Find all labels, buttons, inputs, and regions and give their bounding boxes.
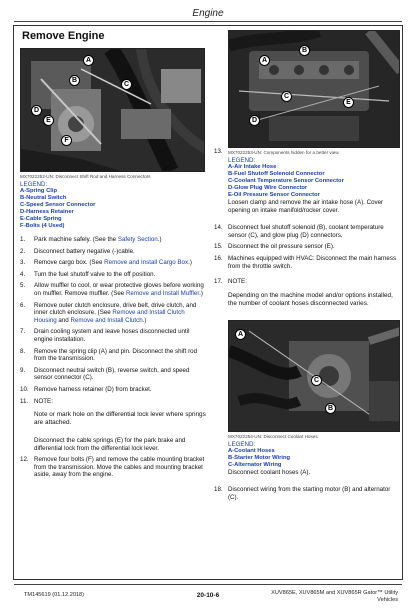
step-item <box>20 398 208 406</box>
legend-item: A-Spring Clip <box>20 188 58 194</box>
step-item <box>20 271 208 279</box>
callout-c: C <box>311 375 322 386</box>
step-number: 10. <box>20 385 29 393</box>
legend-item: C-Speed Sensor Connector <box>20 202 96 208</box>
figure1-callouts <box>21 49 204 171</box>
legend-item: A-Air Intake Hose <box>228 164 277 170</box>
step-text: Disconnect wiring from the starting motor (B) and alternator (C). <box>228 486 391 501</box>
step-text: Machines equipped with HVAC: Disconnect the main harness from the throttle switch. <box>228 254 397 270</box>
figure1-caption: MX7022252-UN: Disconnect Shift Rod and Harness Connectors <box>20 174 151 179</box>
figure3-block <box>228 320 402 477</box>
footer-rule <box>14 584 402 585</box>
step-text: Disconnect neutral switch (B), reverse switch, and speed sensor connector (C). <box>34 366 190 382</box>
footer-doc-id: TM145619 (01.12.2018) <box>24 592 85 598</box>
footer-model-line1: XUV865E, XUV865M and XUV865R Gator™ Utility <box>271 590 398 596</box>
step-text: Park machine safely. (See the Safety Section.) <box>34 236 162 243</box>
note-block-11 <box>20 398 208 453</box>
legend-item: B-Starter Motor Wiring <box>228 454 291 461</box>
step-number: 18. <box>214 486 223 494</box>
footer-model-name <box>271 590 398 604</box>
legend-item: C-Alternator Wiring <box>228 461 282 468</box>
page-header <box>0 8 416 19</box>
footer-page-number: 20-10-6 <box>196 592 220 599</box>
step-number: 11. <box>20 397 29 405</box>
step-item <box>20 302 208 325</box>
figure3-callouts <box>229 321 399 431</box>
step-number: 17. <box>214 278 223 286</box>
figure2-caption: MX7022253-UN: Components hidden for a better view. <box>228 150 340 155</box>
step-number: 3. <box>20 259 26 267</box>
step-item <box>20 259 208 267</box>
callout-a: A <box>259 55 270 66</box>
step-number: 4. <box>20 270 26 278</box>
legend-item: F-Bolts (4 Used) <box>20 223 65 229</box>
figure1-legend-title: LEGEND: <box>20 181 48 188</box>
header-title: Engine <box>192 8 224 19</box>
step-number: 2. <box>20 247 26 255</box>
callout-b: B <box>69 75 80 86</box>
note-text: Depending on the machine model and/or options installed, the number of coolant hoses disconnected varies. <box>228 291 393 307</box>
header-rule <box>14 21 402 22</box>
figure3-legend-title: LEGEND: <box>228 440 256 448</box>
step-number: 7. <box>20 328 26 336</box>
step-text: Remove four bolts (F) and remove the cable mounting bracket from the transmission. Move the cables and mounting bracket aside, away from the engine. <box>34 456 205 479</box>
step-text: Turn the fuel shutoff valve to the off position. <box>34 270 156 278</box>
step-number: 5. <box>20 282 26 290</box>
note-text: Note or mark hole on the differential lock lever where springs are attached. <box>34 411 206 427</box>
step-text: Drain cooling system and leave hoses disconnected until engine installation. <box>34 328 190 343</box>
note-label: NOTE: <box>34 397 53 405</box>
right-column <box>214 30 402 506</box>
figure1-legend <box>20 188 208 230</box>
step-continuation: Disconnect coolant hoses (A). <box>228 468 311 476</box>
step-item <box>20 282 208 297</box>
legend-item: E-Oil Pressure Sensor Connector <box>228 192 320 198</box>
legend-item: E-Cable Spring <box>20 216 62 222</box>
figure3-photo <box>228 320 400 432</box>
callout-f: F <box>61 135 72 146</box>
note-block-17 <box>214 278 402 308</box>
cargo-box-link[interactable]: Remove and Install Cargo Box <box>104 259 189 267</box>
step-text: Allow muffler to cool, or wear protective gloves before working on muffler. Remove muffler. (See Remove and Install Muffler.) <box>34 282 204 297</box>
section-title: Remove Engine <box>22 30 105 42</box>
clutch-link[interactable]: Remove and Install Clutch <box>70 316 143 324</box>
callout-c: C <box>281 91 292 102</box>
step-continuation: Disconnect the cable springs (E) for the park brake and differential lock from the differential lock lever. <box>34 437 186 452</box>
note-label: NOTE: <box>228 278 247 286</box>
step-item <box>20 456 208 479</box>
step-item <box>214 278 402 286</box>
legend-item: C-Coolant Temperature Sensor Connector <box>228 178 344 184</box>
callout-b: B <box>299 45 310 56</box>
legend-item: D-Glow Plug Wire Connector <box>228 185 308 191</box>
left-column <box>20 30 208 483</box>
step-item <box>214 224 402 239</box>
step-item <box>20 248 208 256</box>
step-number: 15. <box>214 243 223 251</box>
figure2-callouts <box>229 31 399 147</box>
muffler-link[interactable]: Remove and Install Muffler <box>125 289 200 297</box>
step-number: 9. <box>20 366 26 374</box>
step-continuation: Loosen clamp and remove the air intake hose (A). Cover opening on intake manifold/rocker cover. <box>228 199 384 214</box>
step-item <box>20 236 208 244</box>
callout-e: E <box>43 115 54 126</box>
callout-d: D <box>249 115 260 126</box>
legend-item: A-Coolant Hoses <box>228 447 275 454</box>
clutch-housing-link[interactable]: Remove and Install Clutch Housing <box>34 309 185 324</box>
step-number: 14. <box>214 224 223 232</box>
step-item <box>214 486 402 501</box>
figure2-legend-title: LEGEND: <box>228 157 256 164</box>
step-item <box>20 328 208 343</box>
step-text: Disconnect the oil pressure sensor (E). <box>228 243 335 251</box>
callout-a: A <box>235 329 246 340</box>
callout-c: C <box>121 79 132 90</box>
legend-item: D-Harness Retainer <box>20 209 74 215</box>
step-item <box>20 386 208 394</box>
step-item <box>214 255 402 270</box>
step-number: 1. <box>20 236 26 243</box>
right-steps <box>214 224 402 270</box>
step-text: Remove outer clutch enclosure, drive belt, drive clutch, and inner clutch enclosure. (See Remove and Install Clutch Housing and Remove and Install Clutch.) <box>34 301 197 324</box>
step-number: 6. <box>20 301 26 309</box>
footer-model-line2: Vehicles <box>377 597 398 603</box>
safety-section-link[interactable]: Safety Section <box>117 236 158 243</box>
step-item <box>20 367 208 382</box>
figure2-photo <box>228 30 400 148</box>
callout-d: D <box>31 105 42 116</box>
step-text: Remove harness retainer (D) from bracket. <box>34 385 152 393</box>
left-steps <box>20 236 208 394</box>
figure3-legend <box>228 448 402 469</box>
callout-e: E <box>343 97 354 108</box>
figure3-caption: MX7022254-UN: Disconnect Coolant Hoses <box>228 433 318 439</box>
figure1-photo <box>20 48 205 172</box>
step-item <box>20 348 208 363</box>
step-number: 13. <box>214 148 223 155</box>
legend-item: B-Neutral Switch <box>20 195 67 201</box>
step-number: 12. <box>20 456 29 464</box>
step-text: Disconnect battery negative (-)cable. <box>34 247 135 255</box>
callout-a: A <box>83 55 94 66</box>
legend-item: B-Fuel Shutoff Solenoid Connector <box>228 171 325 177</box>
step-number: 8. <box>20 347 26 355</box>
step-text: Remove cargo box. (See Remove and Install Cargo Box.) <box>34 259 192 267</box>
step-item <box>214 243 402 251</box>
callout-b: B <box>325 403 336 414</box>
step-number: 16. <box>214 254 223 262</box>
step-text: Remove the spring clip (A) and pin. Disconnect the shift rod from the transmission. <box>34 347 198 363</box>
step-text: Disconnect fuel shutoff solenoid (B), coolant temperature sensor (C), and glow plug (D) connectors. <box>228 224 384 239</box>
figure2-legend <box>228 164 402 199</box>
figure2-row <box>214 30 402 218</box>
